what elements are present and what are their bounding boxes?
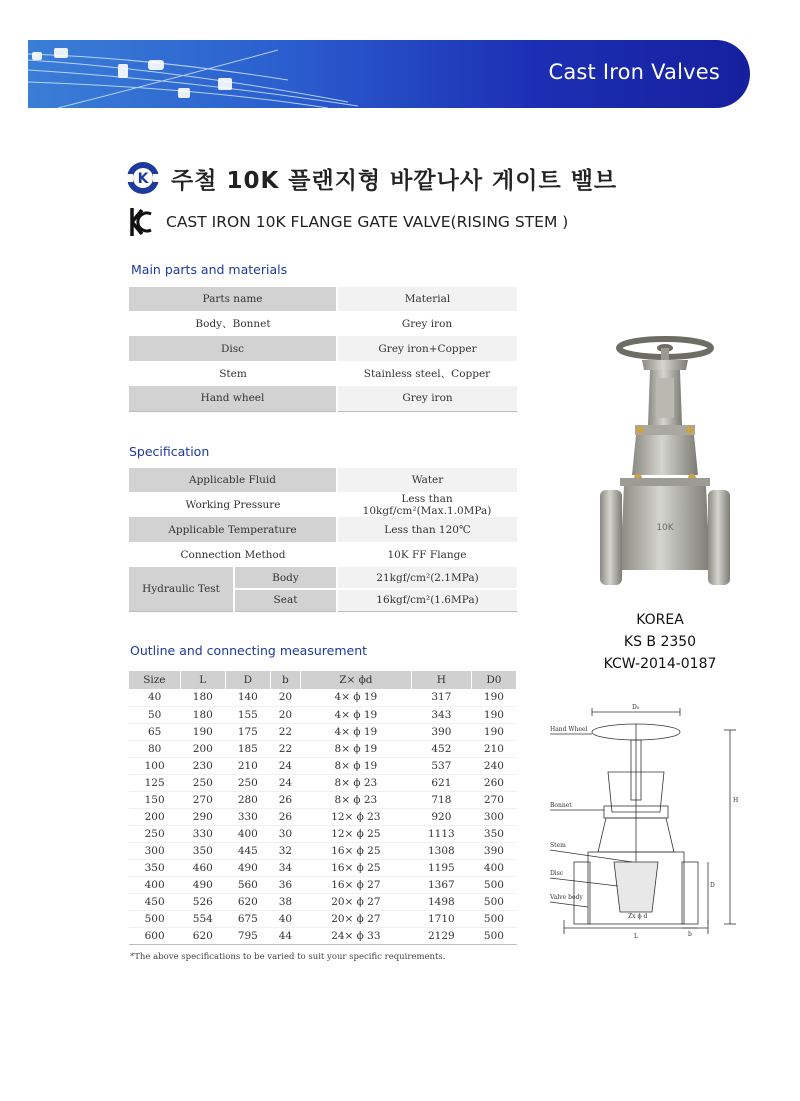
- cert-standard: KS B 2350: [623, 634, 697, 650]
- cell-size: 450: [129, 893, 180, 910]
- svg-text:Zx ϕ d: Zx ϕ d: [628, 913, 648, 920]
- cell-size: 300: [129, 842, 180, 859]
- col-b: b: [270, 671, 300, 689]
- table-row: [129, 517, 517, 542]
- material-col-header: Material: [337, 287, 517, 311]
- korean-title: [125, 158, 617, 198]
- cell-size: 250: [129, 825, 180, 842]
- col-zd: Z× ϕd: [300, 671, 411, 689]
- cell-l: 190: [180, 723, 225, 740]
- cell-d0: 260: [471, 774, 516, 791]
- table-row: [129, 808, 517, 825]
- cell-l: 180: [180, 689, 225, 706]
- table-row: [129, 791, 517, 808]
- cell-zd: 16× ϕ 25: [300, 842, 411, 859]
- cell-size: 125: [129, 774, 180, 791]
- part-material: Stainless steel、Copper: [337, 361, 517, 386]
- cell-b: 24: [270, 757, 300, 774]
- table-row: [129, 859, 517, 876]
- col-h: H: [411, 671, 471, 689]
- cell-l: 200: [180, 740, 225, 757]
- cell-d0: 210: [471, 740, 516, 757]
- cell-d: 445: [225, 842, 270, 859]
- cell-d: 795: [225, 927, 270, 944]
- cell-d0: 500: [471, 876, 516, 893]
- cell-l: 270: [180, 791, 225, 808]
- cell-size: 40: [129, 689, 180, 706]
- cell-d: 250: [225, 774, 270, 791]
- cell-size: 50: [129, 706, 180, 723]
- cell-size: 65: [129, 723, 180, 740]
- cell-zd: 8× ϕ 19: [300, 757, 411, 774]
- table-row: [129, 893, 517, 910]
- cell-l: 490: [180, 876, 225, 893]
- cell-d0: 190: [471, 723, 516, 740]
- cell-zd: 20× ϕ 27: [300, 910, 411, 927]
- svg-text:10K: 10K: [656, 523, 674, 533]
- spec-label: Connection Method: [129, 542, 337, 567]
- table-row: [129, 361, 517, 386]
- spec-label: Applicable Temperature: [129, 517, 337, 542]
- parts-table: [129, 287, 517, 412]
- part-name: Stem: [129, 361, 337, 386]
- cell-size: 100: [129, 757, 180, 774]
- cell-b: 22: [270, 740, 300, 757]
- cell-zd: 16× ϕ 25: [300, 859, 411, 876]
- outline-heading: Outline and connecting measurement: [130, 643, 368, 658]
- cell-d: 140: [225, 689, 270, 706]
- spec-sublabel: Body: [234, 567, 337, 589]
- cell-d0: 500: [471, 910, 516, 927]
- cell-d: 185: [225, 740, 270, 757]
- cell-b: 26: [270, 808, 300, 825]
- spec-value: 21kgf/cm²(2.1MPa): [337, 567, 517, 589]
- cell-l: 460: [180, 859, 225, 876]
- cell-zd: 12× ϕ 25: [300, 825, 411, 842]
- cell-zd: 8× ϕ 19: [300, 740, 411, 757]
- kc-mark-icon: [128, 205, 154, 239]
- cell-l: 180: [180, 706, 225, 723]
- cell-zd: 20× ϕ 27: [300, 893, 411, 910]
- table-row: [129, 825, 517, 842]
- cell-b: 38: [270, 893, 300, 910]
- gate-valve-photo: [590, 330, 740, 600]
- cell-b: 32: [270, 842, 300, 859]
- cell-b: 34: [270, 859, 300, 876]
- specification-note: *The above specifications to be varied to suit your specific requirements.: [130, 952, 446, 962]
- cell-h: 537: [411, 757, 471, 774]
- col-d0: D0: [471, 671, 516, 689]
- cell-d: 620: [225, 893, 270, 910]
- svg-text:D₀: D₀: [632, 704, 640, 711]
- table-row: [129, 757, 517, 774]
- table-row: [129, 311, 517, 336]
- table-row: [129, 876, 517, 893]
- svg-text:Bonnet: Bonnet: [550, 802, 572, 809]
- cell-l: 330: [180, 825, 225, 842]
- svg-text:L: L: [634, 933, 638, 940]
- spec-sublabel: Seat: [234, 589, 337, 611]
- spec-value: Less than 10kgf/cm²(Max.1.0MPa): [337, 492, 517, 517]
- cell-size: 150: [129, 791, 180, 808]
- cert-code: KCW-2014-0187: [603, 656, 717, 672]
- cell-l: 230: [180, 757, 225, 774]
- table-row: [129, 468, 517, 492]
- cell-h: 1195: [411, 859, 471, 876]
- svg-text:b: b: [688, 931, 692, 938]
- table-row: [129, 386, 517, 411]
- part-name: Disc: [129, 336, 337, 361]
- col-d: D: [225, 671, 270, 689]
- col-l: L: [180, 671, 225, 689]
- cell-zd: 4× ϕ 19: [300, 689, 411, 706]
- english-title-text: CAST IRON 10K FLANGE GATE VALVE(RISING STEM ): [166, 213, 569, 231]
- cell-size: 80: [129, 740, 180, 757]
- spec-value: 16kgf/cm²(1.6MPa): [337, 589, 517, 611]
- cell-size: 200: [129, 808, 180, 825]
- cell-h: 718: [411, 791, 471, 808]
- cell-h: 1113: [411, 825, 471, 842]
- cell-d0: 190: [471, 689, 516, 706]
- valve-cross-section-diagram: [548, 702, 748, 942]
- cell-d0: 190: [471, 706, 516, 723]
- cell-d0: 500: [471, 893, 516, 910]
- cell-h: 621: [411, 774, 471, 791]
- table-row: [129, 567, 517, 589]
- ks-logo-icon: [125, 160, 161, 196]
- table-row: [129, 336, 517, 361]
- cell-h: 1710: [411, 910, 471, 927]
- cell-d: 175: [225, 723, 270, 740]
- svg-text:Stem: Stem: [550, 842, 566, 849]
- table-row: [129, 910, 517, 927]
- cell-d: 330: [225, 808, 270, 825]
- cell-size: 350: [129, 859, 180, 876]
- cell-b: 40: [270, 910, 300, 927]
- table-row: [129, 723, 517, 740]
- cell-d: 560: [225, 876, 270, 893]
- cell-h: 390: [411, 723, 471, 740]
- cert-country: KOREA: [636, 612, 684, 628]
- header-banner: [28, 40, 750, 108]
- table-row: [129, 842, 517, 859]
- cell-b: 20: [270, 689, 300, 706]
- cell-d0: 350: [471, 825, 516, 842]
- cell-d: 400: [225, 825, 270, 842]
- table-row: [129, 287, 517, 311]
- svg-text:D: D: [710, 882, 715, 889]
- parts-heading: Main parts and materials: [131, 262, 288, 277]
- svg-text:Valve body: Valve body: [550, 894, 583, 901]
- spec-heading: Specification: [129, 444, 210, 459]
- cell-d: 675: [225, 910, 270, 927]
- part-material: Grey iron+Copper: [337, 336, 517, 361]
- cell-l: 554: [180, 910, 225, 927]
- cell-zd: 8× ϕ 23: [300, 774, 411, 791]
- spec-value: Less than 120℃: [337, 517, 517, 542]
- spec-value: Water: [337, 468, 517, 492]
- cell-b: 26: [270, 791, 300, 808]
- cell-h: 317: [411, 689, 471, 706]
- cell-d: 490: [225, 859, 270, 876]
- svg-text:H: H: [733, 797, 739, 804]
- parts-col-header: Parts name: [129, 287, 337, 311]
- svg-text:Disc: Disc: [550, 870, 564, 877]
- table-row: [129, 492, 517, 517]
- part-material: Grey iron: [337, 386, 517, 411]
- table-row: [129, 774, 517, 791]
- cell-d: 155: [225, 706, 270, 723]
- cell-zd: 12× ϕ 23: [300, 808, 411, 825]
- cell-b: 24: [270, 774, 300, 791]
- cell-b: 36: [270, 876, 300, 893]
- cell-h: 1367: [411, 876, 471, 893]
- table-header-row: [129, 671, 517, 689]
- table-row: [129, 740, 517, 757]
- cell-l: 620: [180, 927, 225, 944]
- english-title: [128, 204, 568, 240]
- cell-zd: 24× ϕ 33: [300, 927, 411, 944]
- cell-d0: 300: [471, 808, 516, 825]
- cell-d: 280: [225, 791, 270, 808]
- cell-size: 600: [129, 927, 180, 944]
- table-row: [129, 542, 517, 567]
- cell-d0: 500: [471, 927, 516, 944]
- cell-h: 343: [411, 706, 471, 723]
- cell-d0: 400: [471, 859, 516, 876]
- spec-label: Hydraulic Test: [129, 567, 234, 611]
- cell-b: 44: [270, 927, 300, 944]
- cell-size: 500: [129, 910, 180, 927]
- korean-title-text: 주철 10K 플랜지형 바깥나사 게이트 밸브: [171, 167, 618, 194]
- cell-b: 22: [270, 723, 300, 740]
- table-row: [129, 927, 517, 944]
- part-material: Grey iron: [337, 311, 517, 336]
- cell-zd: 4× ϕ 19: [300, 706, 411, 723]
- cell-d0: 270: [471, 791, 516, 808]
- banner-title: Cast Iron Valves: [548, 60, 720, 84]
- svg-text:K: K: [137, 171, 149, 187]
- cell-b: 20: [270, 706, 300, 723]
- measurement-table: [129, 671, 517, 945]
- cell-h: 452: [411, 740, 471, 757]
- cell-l: 290: [180, 808, 225, 825]
- cell-h: 2129: [411, 927, 471, 944]
- cell-zd: 16× ϕ 27: [300, 876, 411, 893]
- cell-zd: 8× ϕ 23: [300, 791, 411, 808]
- spec-label: Applicable Fluid: [129, 468, 337, 492]
- cell-l: 526: [180, 893, 225, 910]
- cell-d: 210: [225, 757, 270, 774]
- cell-h: 1498: [411, 893, 471, 910]
- table-row: [129, 689, 517, 706]
- cell-l: 250: [180, 774, 225, 791]
- part-name: Hand wheel: [129, 386, 337, 411]
- cell-zd: 4× ϕ 19: [300, 723, 411, 740]
- table-row: [129, 706, 517, 723]
- svg-text:Hand Wheel: Hand Wheel: [550, 726, 588, 733]
- cell-b: 30: [270, 825, 300, 842]
- spec-table: [129, 468, 517, 612]
- spec-label: Working Pressure: [129, 492, 337, 517]
- cell-d0: 390: [471, 842, 516, 859]
- spec-value: 10K FF Flange: [337, 542, 517, 567]
- cell-l: 350: [180, 842, 225, 859]
- col-size: Size: [129, 671, 180, 689]
- part-name: Body、Bonnet: [129, 311, 337, 336]
- cell-d0: 240: [471, 757, 516, 774]
- measurement-rows: [129, 689, 517, 944]
- cell-h: 920: [411, 808, 471, 825]
- cell-size: 400: [129, 876, 180, 893]
- cell-h: 1308: [411, 842, 471, 859]
